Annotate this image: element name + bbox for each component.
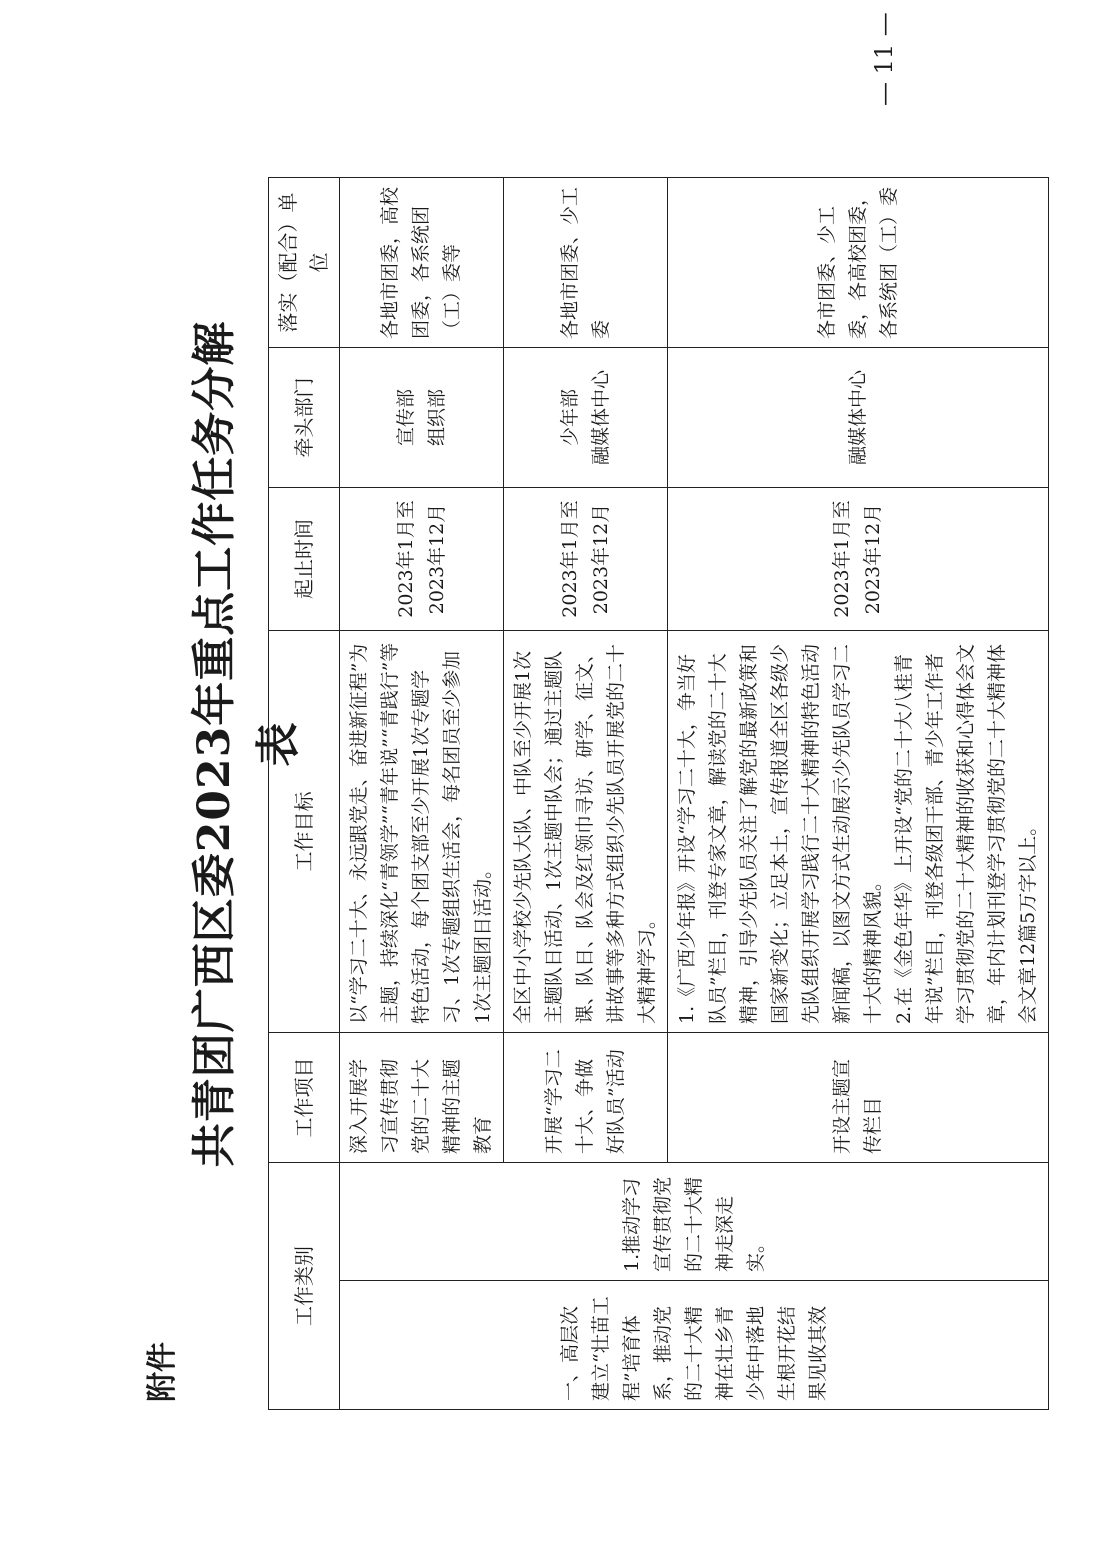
row1-period-end: 2023年12月 [425, 503, 448, 615]
row3-project: 开设主题宣传栏目 [668, 1033, 1049, 1163]
category-sub-text: 1.推动学习宣传贯彻党的二十大精神走深走实。 [620, 1176, 767, 1272]
category-main-text: 一、高层次建立“壮苗工程”培育体系，推动党的二十大精神在壮乡青少年中落地生根开花结果见收其效 [558, 1296, 829, 1401]
row1-project: 深入开展学习宣传贯彻党的二十大精神的主题教育 [340, 1033, 504, 1163]
row2-lead-1: 少年部 [558, 389, 581, 447]
header-goal: 工作目标 [269, 631, 340, 1033]
row3-lead [668, 348, 1049, 488]
row3-period-start: 2023年1月至 [831, 500, 853, 618]
row1-lead-1: 宣传部 [394, 389, 417, 447]
row2-support: 各地市团委、少工委 [504, 178, 668, 348]
category-sub-cell [340, 1163, 1049, 1281]
row1-goal: 以“学习二十大、永远跟党走、奋进新征程”为主题，持续深化“青领学”“青年说”“青践行”等特色活动，每个团支部至少开展1次专题学习、1次专题组织生活会，每名团员至少参加1次主题团日活动。 [340, 631, 504, 1033]
header-project: 工作项目 [269, 1033, 340, 1163]
row1-support: 各地市团委，高校团委，各系统团（工）委等 [340, 178, 504, 348]
category-main-cell [340, 1281, 1049, 1410]
row2-period-end: 2023年12月 [589, 503, 612, 615]
table-header-row [269, 178, 340, 1410]
row1-lead [340, 348, 504, 488]
row1-period [340, 488, 504, 631]
row3-period-end: 2023年12月 [862, 503, 884, 615]
row1-lead-2: 组织部 [425, 389, 448, 447]
table-row [340, 178, 504, 1410]
header-lead: 牵头部门 [269, 348, 340, 488]
page-number: — 11 — [870, 12, 898, 106]
row3-goal-1: 1.《广西少年报》开设“学习二十大，争当好队员”栏目，刊登专家文章，解读党的二十大精神，引导少先队员关注了解党的最新政策和国家新变化；立足本土，宣传报道全区各级少先队组织开展学习践行二十大精神的特色活动新闻稿，以图文方式生动展示少先队员学习二十大的精神风貌。 [676, 643, 884, 1024]
row3-period [668, 488, 1049, 631]
task-table [268, 177, 1049, 1410]
row2-lead [504, 348, 668, 488]
row2-project: 开展“学习二十大、争做好队员”活动 [504, 1033, 668, 1163]
row3-lead-1: 融媒体中心 [846, 370, 869, 466]
row2-lead-2: 融媒体中心 [589, 370, 612, 466]
row3-goal-2: 2.在《金色年华》上开设“党的二十大八桂青年说”栏目，刊登各级团干部、青少年工作者学习贯彻党的二十大精神的收获和心得体会文章，年内计划刊登学习贯彻党的二十大精神体会文章12篇5万字以上。 [893, 643, 1039, 1024]
row3-support: 各市团委、少工委，各高校团委，各系统团（工）委 [668, 178, 1049, 348]
header-support: 落实（配合）单位 [269, 178, 340, 348]
row2-period [504, 488, 668, 631]
page-title: 共青团广西区委2023年重点工作任务分解表 [189, 320, 304, 1168]
header-period: 起止时间 [269, 488, 340, 631]
annex-label: 附件 [145, 1342, 180, 1402]
header-category: 工作类别 [269, 1163, 340, 1410]
row3-goal [668, 631, 1049, 1033]
row2-goal: 全区中小学校少先队大队、中队至少开展1次主题队日活动、1次主题中队会；通过主题队课、队日、队会及红领巾寻访、研学、征文、讲故事等多种方式组织少先队员开展党的二十大精神学习。 [504, 631, 668, 1033]
row1-period-start: 2023年1月至 [394, 500, 417, 618]
row2-period-start: 2023年1月至 [558, 500, 581, 618]
